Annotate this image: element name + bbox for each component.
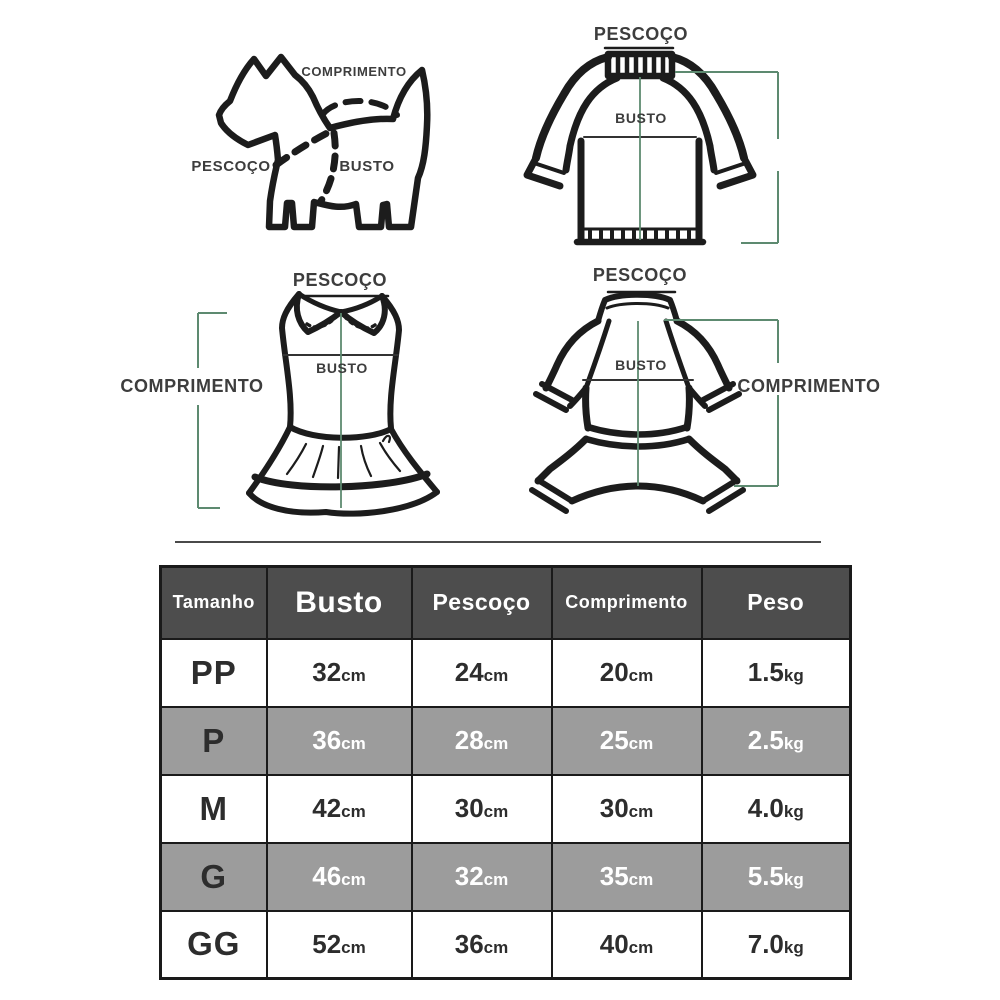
dog-diagram [130, 15, 500, 270]
table-row-m [161, 775, 851, 843]
table-row-pp [161, 639, 851, 707]
dog-comprimento-dashed-line [323, 101, 397, 115]
pajamas-left-sleeve-cuff [536, 384, 572, 410]
comprimento-value: 40cm [552, 911, 702, 979]
table-row-g [161, 843, 851, 911]
size-label: P [161, 707, 267, 775]
size-table-header-row [161, 567, 851, 639]
busto-value: 52cm [267, 911, 412, 979]
pescoco-value: 32cm [412, 843, 552, 911]
pajamas-pescoco-label: PESCOÇO [592, 265, 688, 285]
peso-value: 5.5kg [702, 843, 851, 911]
dress-right-collar-flap [341, 296, 385, 333]
sweater-right-cuff-stripe [716, 163, 746, 173]
pajamas-comprimento-label: COMPRIMENTO [737, 376, 881, 396]
pajamas-busto-label: BUSTO [615, 357, 667, 373]
dress-comprimento-bracket [198, 313, 227, 508]
table-row-p [161, 707, 851, 775]
sweater-diagram [520, 8, 850, 268]
col-header-comprimento: Comprimento [552, 567, 702, 639]
col-header-busto: Busto [267, 567, 412, 639]
comprimento-value: 30cm [552, 775, 702, 843]
size-table [159, 565, 852, 980]
comprimento-value: 35cm [552, 843, 702, 911]
pajamas-right-leg-cuff [703, 480, 743, 511]
pajamas-collar-inner-line [607, 304, 668, 309]
dress-busto-label: BUSTO [316, 360, 368, 376]
col-header-pescoco: Pescoço [412, 567, 552, 639]
peso-value: 4.0kg [702, 775, 851, 843]
pajamas-right-leg [689, 439, 737, 481]
col-header-peso: Peso [702, 567, 851, 639]
sweater-busto-label: BUSTO [615, 110, 667, 126]
size-label: GG [161, 911, 267, 979]
dog-comprimento-label: COMPRIMENTO [301, 64, 407, 79]
busto-value: 32cm [267, 639, 412, 707]
size-label: G [161, 843, 267, 911]
pescoco-value: 24cm [412, 639, 552, 707]
dress-skirt-hem [249, 492, 437, 514]
dress-comprimento-label: COMPRIMENTO [120, 376, 264, 396]
comprimento-value: 25cm [552, 707, 702, 775]
pajamas-inner-legs [572, 486, 703, 501]
dress-pescoco-label: PESCOÇO [292, 270, 388, 290]
peso-value: 7.0kg [702, 911, 851, 979]
busto-value: 36cm [267, 707, 412, 775]
sweater-pescoco-label: PESCOÇO [593, 24, 689, 44]
col-header-tamanho: Tamanho [161, 567, 267, 639]
busto-value: 46cm [267, 843, 412, 911]
sweater-left-cuff-stripe [534, 163, 564, 173]
busto-value: 42cm [267, 775, 412, 843]
peso-value: 2.5kg [702, 707, 851, 775]
pescoco-value: 36cm [412, 911, 552, 979]
comprimento-value: 20cm [552, 639, 702, 707]
separator-line [175, 541, 821, 543]
size-label: PP [161, 639, 267, 707]
dog-pescoco-label: PESCOÇO [191, 158, 271, 175]
table-row-gg [161, 911, 851, 979]
pajamas-left-leg-cuff [532, 480, 572, 511]
dress-gather-lines [287, 436, 400, 478]
dress-diagram [100, 265, 490, 530]
dog-busto-label: BUSTO [339, 158, 395, 175]
pajamas-diagram [520, 258, 920, 548]
peso-value: 1.5kg [702, 639, 851, 707]
size-label: M [161, 775, 267, 843]
pajamas-left-leg [538, 439, 586, 481]
pescoco-value: 30cm [412, 775, 552, 843]
pescoco-value: 28cm [412, 707, 552, 775]
